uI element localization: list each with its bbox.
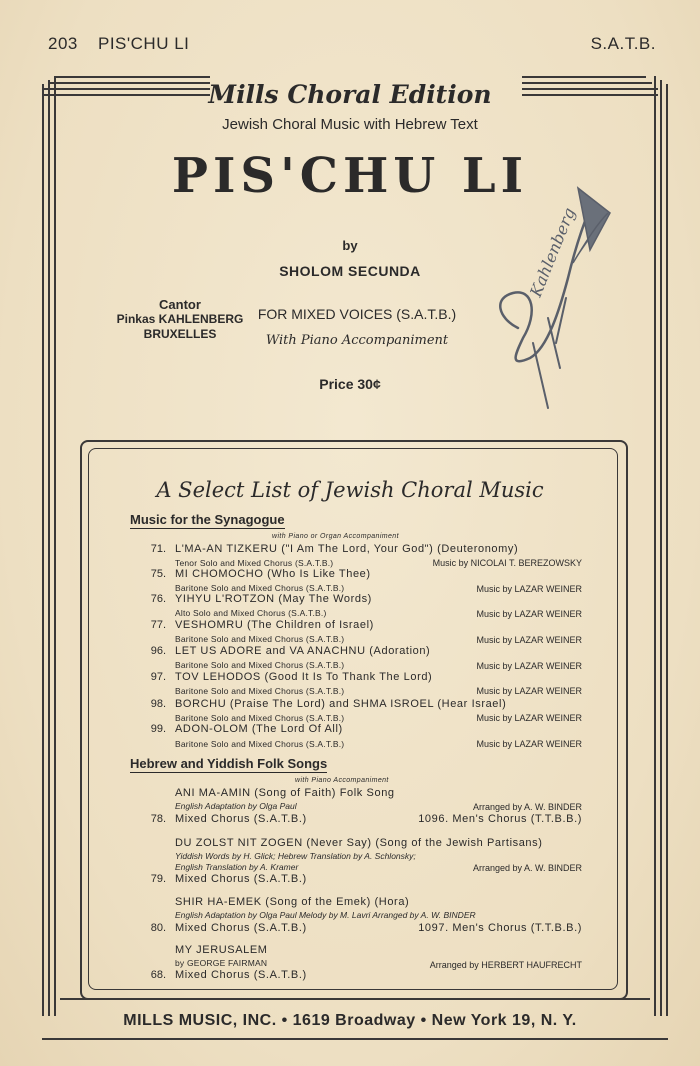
list-item-number: 68. [150, 969, 166, 981]
list-item-credit: Music by LAZAR WEINER [476, 661, 582, 671]
list-item-alt-voicing: 1096. Men's Chorus (T.T.B.B.) [418, 813, 582, 825]
list-item-title: LET US ADORE and VA ANACHNU (Adoration) [175, 645, 431, 657]
list-item-title: ANI MA-AMIN (Song of Faith) Folk Song [175, 787, 395, 799]
section-note-folk: with Piano Accompaniment [295, 777, 389, 784]
list-item-number: 77. [150, 619, 166, 631]
list-item-credit-line: English Adaptation by Olga Paul [175, 801, 297, 811]
list-item-detail: Baritone Solo and Mixed Chorus (S.A.T.B.) [175, 739, 345, 749]
list-item-number: 99. [150, 723, 166, 735]
header-title: PIS'CHU LI [98, 34, 190, 53]
list-item-detail: Baritone Solo and Mixed Chorus (S.A.T.B.) [175, 686, 345, 696]
list-item-detail: Baritone Solo and Mixed Chorus (S.A.T.B.) [175, 634, 345, 644]
price-label: Price 30¢ [319, 376, 381, 392]
list-item-number: 97. [150, 671, 166, 683]
list-title: A Select List of Jewish Choral Music [156, 478, 544, 502]
list-item-credit-line: English Adaptation by Olga Paul Melody by M. Lavri Arranged by A. W. BINDER [175, 910, 476, 920]
list-item-title: DU ZOLST NIT ZOGEN (Never Say) (Song of the Jewish Partisans) [175, 837, 543, 849]
list-item-credit: Music by LAZAR WEINER [476, 584, 582, 594]
list-item-voicing: Mixed Chorus (S.A.T.B.) [175, 969, 307, 981]
by-label: by [342, 238, 358, 253]
catalog-number: 203 [48, 34, 78, 53]
list-item-title: MI CHOMOCHO (Who Is Like Thee) [175, 568, 371, 580]
list-item-detail: Baritone Solo and Mixed Chorus (S.A.T.B.) [175, 660, 345, 670]
list-item-credit: Music by LAZAR WEINER [476, 686, 582, 696]
list-item-detail: Alto Solo and Mixed Chorus (S.A.T.B.) [175, 608, 327, 618]
list-item-number: 75. [150, 568, 166, 580]
list-item-credit-line: by GEORGE FAIRMAN [175, 958, 268, 968]
list-item-title: BORCHU (Praise The Lord) and SHMA ISROEL (Hear Israel) [175, 698, 507, 710]
list-item-credit: Music by NICOLAI T. BEREZOWSKY [432, 558, 582, 568]
list-item-detail: Baritone Solo and Mixed Chorus (S.A.T.B.) [175, 713, 345, 723]
publisher-footer: MILLS MUSIC, INC. • 1619 Broadway • New York 19, N. Y. [123, 1012, 577, 1029]
list-item-arranger: Arranged by HERBERT HAUFRECHT [429, 960, 582, 970]
section-heading-synagogue: Music for the Synagogue [130, 512, 285, 527]
list-item-title: SHIR HA-EMEK (Song of the Emek) (Hora) [175, 896, 410, 908]
list-item-credit-line: Yiddish Words by H. Glick; Hebrew Translation by A. Schlonsky; [175, 851, 416, 861]
edition-title: Mills Choral Edition [208, 80, 492, 109]
list-item-number: 71. [150, 543, 166, 555]
list-item-title: VESHOMRU (The Children of Israel) [175, 619, 374, 631]
header-voicing: S.A.T.B. [590, 34, 656, 53]
list-item-title: ADON-OLOM (The Lord Of All) [175, 723, 343, 735]
edition-subtitle: Jewish Choral Music with Hebrew Text [222, 116, 478, 133]
list-item-credit-line: English Translation by A. Kramer [175, 862, 299, 872]
voicing-label: FOR MIXED VOICES (S.A.T.B.) [257, 306, 457, 322]
section-heading-folk: Hebrew and Yiddish Folk Songs [130, 756, 328, 771]
list-item-arranger: Arranged by A. W. BINDER [472, 863, 582, 873]
list-item-credit: Music by LAZAR WEINER [476, 635, 582, 645]
list-item-alt-voicing: 1097. Men's Chorus (T.T.B.B.) [418, 922, 582, 934]
list-item-voicing: Mixed Chorus (S.A.T.B.) [175, 922, 307, 934]
list-item-arranger: Arranged by A. W. BINDER [472, 802, 582, 812]
list-item-number: 79. [150, 873, 166, 885]
list-item-credit: Music by LAZAR WEINER [476, 713, 582, 723]
list-item-title: L'MA-AN TIZKERU ("I Am The Lord, Your God") (Deuteronomy) [175, 543, 519, 555]
list-item-title: TOV LEHODOS (Good It Is To Thank The Lord) [175, 671, 433, 683]
list-item-credit: Music by LAZAR WEINER [476, 739, 582, 749]
owner-stamp: Cantor Pinkas KAHLENBERG BRUXELLES [116, 297, 244, 341]
section-note-synagogue: with Piano or Organ Accompaniment [272, 533, 399, 540]
list-item-credit: Music by LAZAR WEINER [476, 609, 582, 619]
list-item-number: 80. [150, 922, 166, 934]
svg-text:Kahlenberg: Kahlenberg [526, 204, 580, 300]
list-item-number: 76. [150, 593, 166, 605]
list-item-detail: Tenor Solo and Mixed Chorus (S.A.T.B.) [175, 558, 334, 568]
composer-name: SHOLOM SECUNDA [279, 263, 421, 279]
list-item-voicing: Mixed Chorus (S.A.T.B.) [175, 813, 307, 825]
list-item-title: MY JERUSALEM [175, 944, 268, 956]
accompaniment-label: With Piano Accompaniment [265, 333, 449, 348]
list-item-number: 96. [150, 645, 166, 657]
list-item-detail: Baritone Solo and Mixed Chorus (S.A.T.B.) [175, 583, 345, 593]
list-item-number: 78. [150, 813, 166, 825]
page-title: PIS'CHU LI [171, 148, 529, 204]
list-item-title: YIHYU L'ROTZON (May The Words) [175, 593, 372, 605]
list-item-number: 98. [150, 698, 166, 710]
list-item-voicing: Mixed Chorus (S.A.T.B.) [175, 873, 307, 885]
handwritten-signature [478, 168, 628, 418]
